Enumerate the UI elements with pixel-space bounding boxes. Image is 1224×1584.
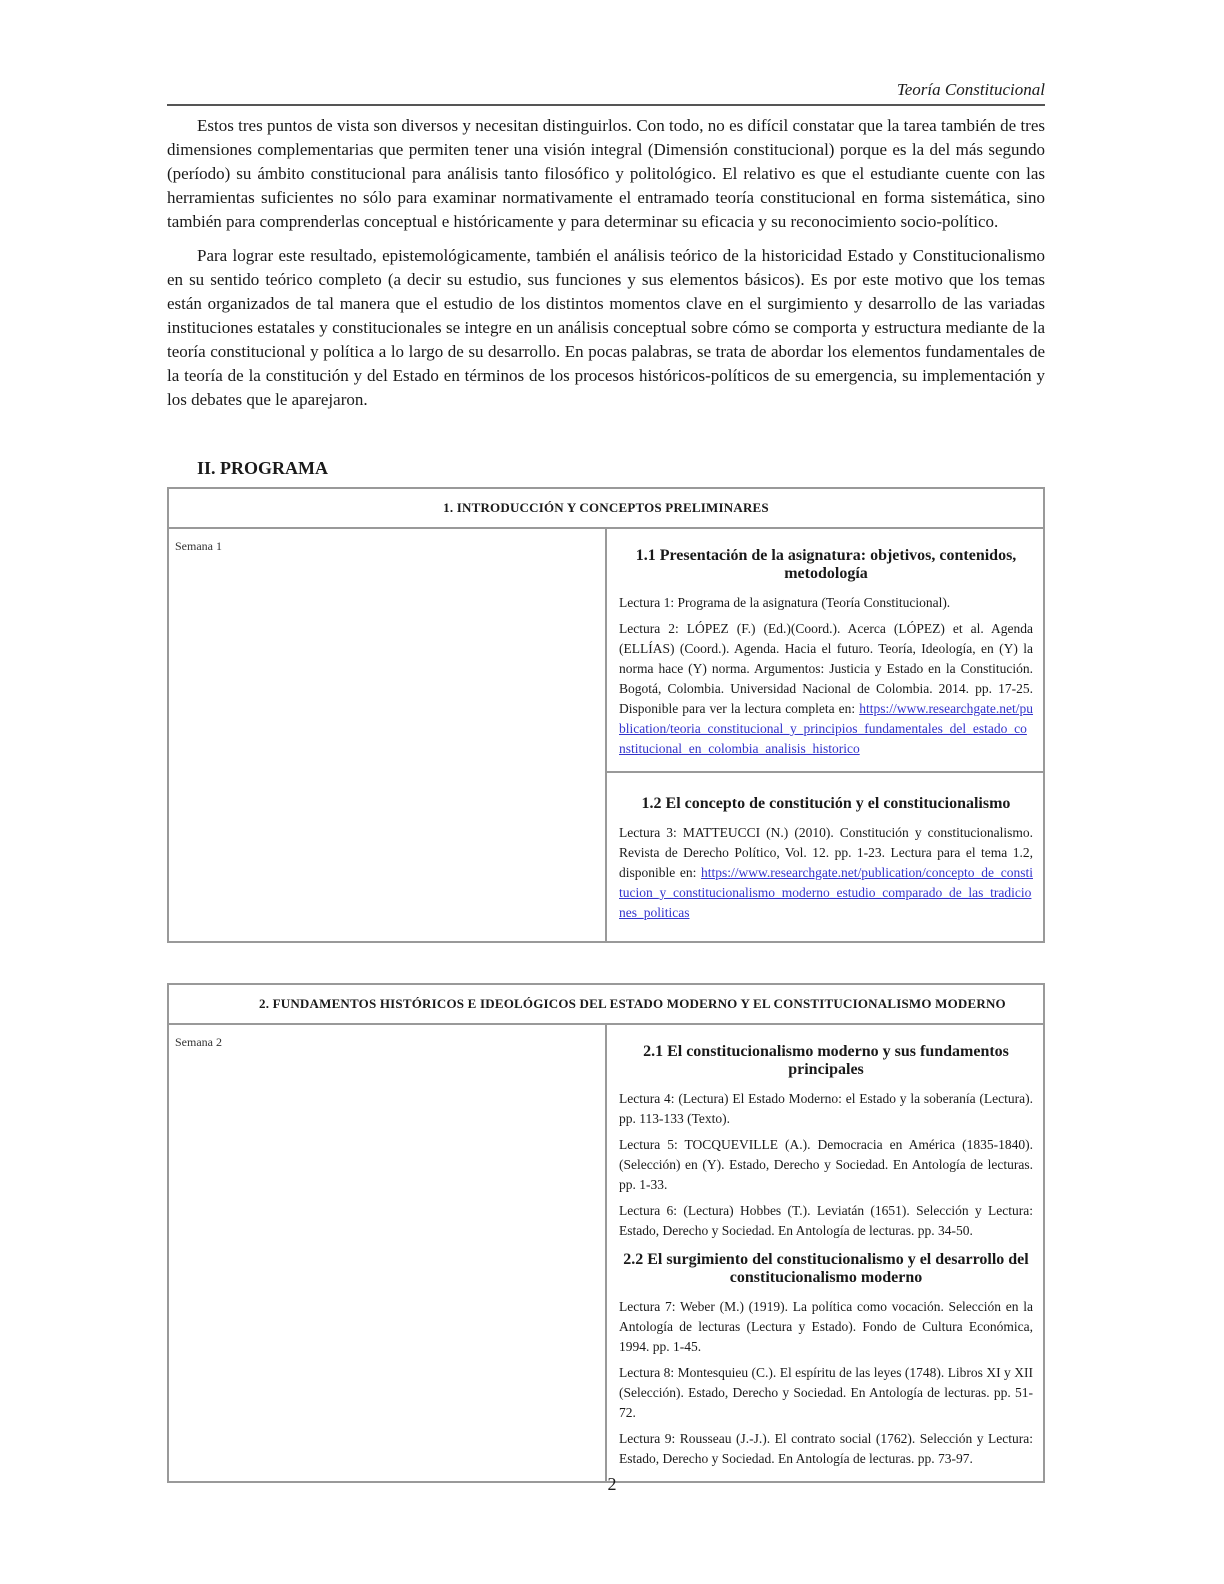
reading-text: Lectura 1: Programa de la asignatura (Teoría Constitucional).: [619, 595, 951, 610]
unit-content: [606, 1024, 1044, 1482]
topic-title: 2.2 El surgimiento del constitucionalismo y el desarrollo del constitucionalismo moderno: [623, 1251, 1029, 1286]
week-label: Semana 2: [168, 1024, 606, 1482]
reading-entry: Lectura 5: TOCQUEVILLE (A.). Democracia en América (1835-1840). (Selección) en (Y). Estado, Derecho y Sociedad. En Antología de lecturas. pp. 1-33.: [619, 1137, 1033, 1192]
unit-table: [167, 983, 1045, 1483]
reading-link[interactable]: https://www.researchgate.net/publication/concepto_de_constitucion_y_constitucionalismo_moderno_estudio_comparado_de_las_tradiciones_politicas: [619, 865, 1033, 920]
unit-content: [606, 528, 1044, 942]
topic-title: 1.2 El concepto de constitución y el constitucionalismo: [641, 795, 1011, 812]
reading-text: Lectura 2: LÓPEZ (F.) (Ed.)(Coord.). Acerca (LÓPEZ) et al. Agenda (ELLÍAS) (Coord.). Agenda. Hacia el futuro. Teoría, Ideología, en (Y) la norma hace (Y) norma. Argumentos: Justicia y Estado en la Constitución. Bogotá, Colombia. Universidad Nacional de Colombia. 2014. pp. 17-25. Disponible para ver la lectura completa en:: [619, 621, 1033, 716]
intro-paragraph: Para lograr este resultado, epistemológicamente, también el análisis teórico de la historicidad Estado y Constitucionalismo en su sentido teórico completo (a decir su estudio, sus funciones y sus elementos básicos). Es por este motivo que los temas están organizados de tal manera que el estudio de los distintos momentos clave en el surgimiento y desarrollo de las variadas instituciones estatales y constitucionales se integre en un análisis conceptual sobre cómo se comporta y estructura mediante de la teoría constitucional y política a lo largo de su desarrollo. En pocas palabras, se trata de abordar los elementos fundamentales de la teoría de la constitución y del Estado en términos de los procesos históricos-políticos de su emergencia, su implementación y los debates que le aparejaron.: [167, 246, 1045, 409]
section-heading: II. PROGRAMA: [197, 458, 328, 478]
topic-block: [607, 771, 1043, 935]
intro-paragraph: Estos tres puntos de vista son diversos y necesitan distinguirlos. Con todo, no es difícil constatar que la tarea también de tres dimensiones complementarias que permiten tener una visión integral (Dimensión constitucional) porque es la del más segundo (período) su ámbito constitucional para análisis tanto filosófico y politológico. El relativo es que el estudiante cuente con las herramientas suficientes no sólo para examinar normativamente el entramado teoría constitucional en forma sistemática, sino también para comprenderlas conceptual e históricamente y para determinar su eficacia y su reconocimiento socio-político.: [167, 116, 1045, 231]
reading-entry: [619, 593, 1033, 613]
page-number: 2: [607, 1474, 617, 1494]
running-header: Teoría Constitucional: [167, 80, 1045, 106]
topic-title: 1.1 Presentación de la asignatura: objetivos, contenidos, metodología: [635, 547, 1017, 582]
document-page: [167, 80, 1045, 1483]
reading-entry: Lectura 4: (Lectura) El Estado Moderno: el Estado y la soberanía (Lectura). pp. 113-133 (Texto).: [619, 1091, 1033, 1126]
reading-link[interactable]: https://www.researchgate.net/publication/teoria_constitucional_y_principios_fundamentales_del_estado_constitucional_en_colombia_analisis_historico: [619, 701, 1034, 756]
unit-table: [167, 487, 1045, 943]
reading-entry: Lectura 7: Weber (M.) (1919). La política como vocación. Selección en la Antología de lecturas (Lectura y Estado). Fondo de Cultura Económica, 1994. pp. 1-45.: [619, 1299, 1033, 1354]
unit-header: 1. INTRODUCCIÓN Y CONCEPTOS PRELIMINARES: [168, 488, 1044, 528]
reading-entry: Lectura 6: (Lectura) Hobbes (T.). Leviatán (1651). Selección y Lectura: Estado, Derecho y Sociedad. En Antología de lecturas. pp. 34-50.: [619, 1203, 1033, 1238]
week-label: Semana 1: [168, 528, 606, 942]
reading-entry: [619, 619, 1033, 759]
reading-entry: [619, 823, 1033, 923]
reading-entry: Lectura 9: Rousseau (J.-J.). El contrato social (1762). Selección y Lectura: Estado, Derecho y Sociedad. En Antología de lecturas. pp. 73-97.: [619, 1431, 1033, 1466]
reading-entry: Lectura 8: Montesquieu (C.). El espíritu de las leyes (1748). Libros XI y XII (Selección). Estado, Derecho y Sociedad. En Antología de lecturas. pp. 51-72.: [619, 1365, 1033, 1420]
reading-text: Lectura 3: MATTEUCCI (N.) (2010). Constitución y constitucionalismo. Revista de Derecho Político, Vol. 12. pp. 1-23. Lectura para el tema 1.2, disponible en:: [619, 825, 1033, 880]
topic-title: 2.1 El constitucionalismo moderno y sus fundamentos principales: [643, 1043, 1009, 1078]
unit-header: 2. FUNDAMENTOS HISTÓRICOS E IDEOLÓGICOS DEL ESTADO MODERNO Y EL CONSTITUCIONALISMO MODERNO: [168, 984, 1044, 1024]
topic-block: [619, 547, 1033, 771]
